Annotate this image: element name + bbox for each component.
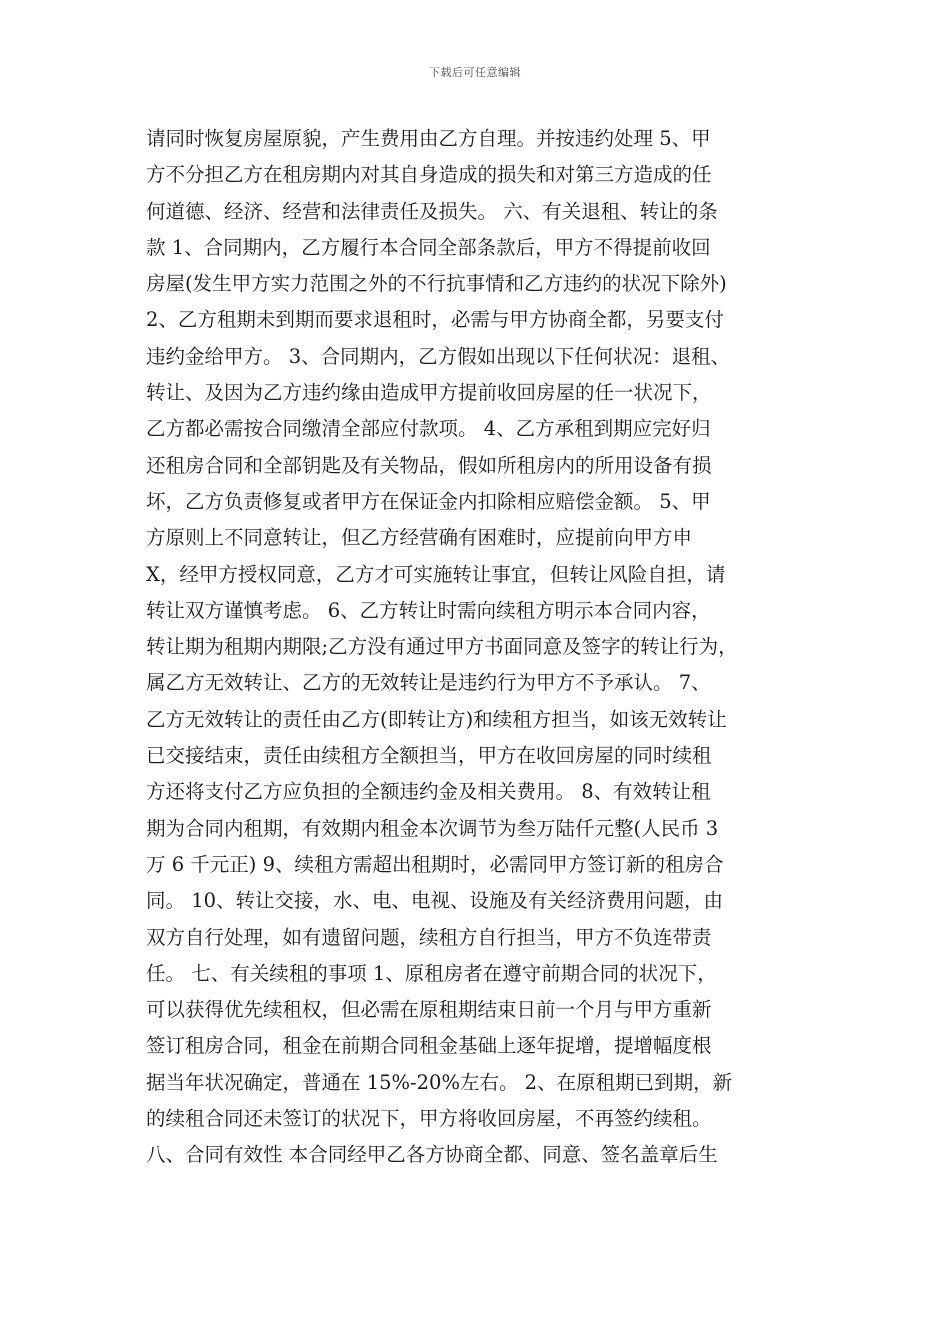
text-line: 据当年状况确定，普通在 15%-20%左右。 2、在原租期已到期，新 xyxy=(146,1070,733,1094)
text-line: 可以获得优先续租权，但必需在原租期结束日前一个月与甲方重新 xyxy=(146,998,712,1022)
text-line: 方原则上不同意转让，但乙方经营确有困难时，应提前向甲方申 xyxy=(146,526,693,550)
text-line: 方不分担乙方在租房期内对其自身造成的损失和对第三方造成的任 xyxy=(146,163,712,187)
text-line: 万 6 千元正) 9、续租方需超出租期时，必需同甲方签订新的租房合 xyxy=(146,852,724,876)
text-line: 转让双方谨慎考虑。 6、乙方转让时需向续租方明示本合同内容， xyxy=(146,598,711,622)
page-header: 下载后可任意编辑 xyxy=(429,66,521,79)
text-line: 已交接结束，责任由续租方全额担当，甲方在收回房屋的同时续租 xyxy=(146,744,712,768)
text-line: 还租房合同和全部钥匙及有关物品，假如所租房内的所用设备有损 xyxy=(146,453,712,477)
document-body xyxy=(146,121,832,1174)
text-line: 何道德、经济、经营和法律责任及损失。 六、有关退租、转让的条 xyxy=(146,199,718,223)
text-line: 款 1、合同期内，乙方履行本合同全部条款后，甲方不得提前收回 xyxy=(146,235,711,259)
text-line: 方还将支付乙方应负担的全额违约金及相关费用。 8、有效转让租 xyxy=(146,780,711,804)
text-line: 转让、及因为乙方违约缘由造成甲方提前收回房屋的任一状况下， xyxy=(146,381,712,405)
text-line: 双方自行处理，如有遗留问题，续租方自行担当，甲方不负连带责 xyxy=(146,925,712,949)
text-line: 期为合同内租期，有效期内租金本次调节为叁万陆仟元整(人民币 3 xyxy=(146,816,719,840)
text-line: 八、合同有效性 本合同经甲乙各方协商全都、同意、签名盖章后生 xyxy=(146,1143,718,1167)
text-line: X，经甲方授权同意，乙方才可实施转让事宜，但转让风险自担，请 xyxy=(146,562,726,586)
text-line: 请同时恢复房屋原貌，产生费用由乙方自理。并按违约处理 5、甲 xyxy=(146,127,711,150)
text-line: 2、乙方租期未到期而要求退租时，必需与甲方协商全都，另要支付 xyxy=(146,308,724,332)
text-line: 转让期为租期内期限;乙方没有通过甲方书面同意及签字的转让行为， xyxy=(146,635,738,659)
text-line: 坏，乙方负责修复或者甲方在保证金内扣除相应赔偿金额。 5、甲 xyxy=(146,489,711,513)
text-line: 乙方都必需按合同缴清全部应付款项。 4、乙方承租到期应完好归 xyxy=(146,417,711,441)
text-line: 违约金给甲方。 3、合同期内，乙方假如出现以下任何状况：退租、 xyxy=(146,344,731,368)
text-line: 任。 七、有关续租的事项 1、原租房者在遵守前期合同的状况下， xyxy=(146,961,717,985)
text-line: 属乙方无效转让、乙方的无效转让是违约行为甲方不予承认。 7、 xyxy=(146,671,711,695)
text-line: 的续租合同还未签订的状况下，甲方将收回房屋，不再签约续租。 xyxy=(146,1107,712,1131)
text-line: 签订租房合同，租金在前期合同租金基础上逐年捉增，提增幅度根 xyxy=(146,1034,712,1058)
text-line: 乙方无效转让的责任由乙方(即转让方)和续租方担当，如该无效转让 xyxy=(146,707,727,731)
text-line: 房屋(发生甲方实力范围之外的不行抗事情和乙方违约的状况下除外) xyxy=(146,272,727,296)
text-line: 同。 10、转让交接，水、电、电视、设施及有关经济费用问题，由 xyxy=(146,889,724,913)
